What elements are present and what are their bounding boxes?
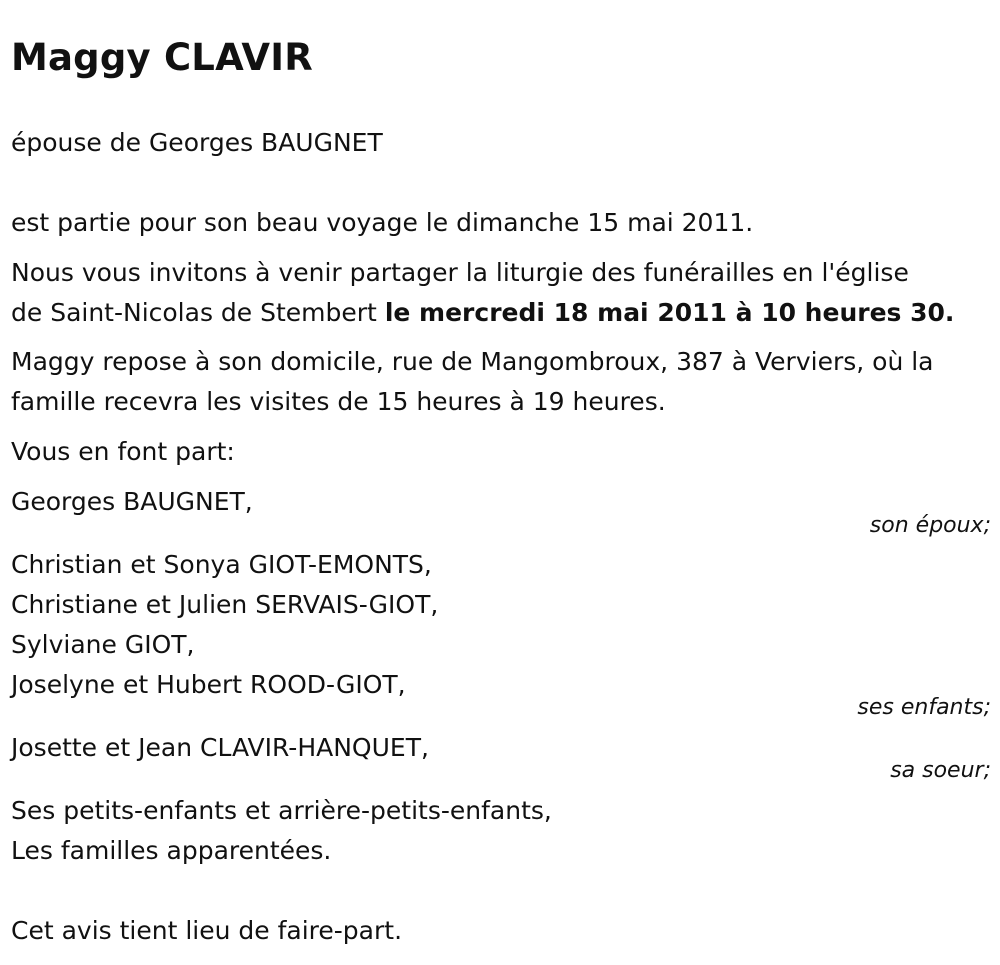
family-child: Sylviane GIOT, [11,630,195,659]
children-relation: ses enfants; [857,695,991,720]
family-spouse: Georges BAUGNET, [11,487,253,516]
invitation-line-2 [11,293,954,333]
deceased-name: Maggy CLAVIR [11,36,313,79]
family-child: Christian et Sonya GIOT-EMONTS, [11,550,432,579]
funeral-datetime: le mercredi 18 mai 2011 à 10 heures 30. [384,298,955,327]
announcers-intro: Vous en font part: [11,437,235,466]
passing-text: est partie pour son beau voyage le dimanche 15 mai 2011. [11,208,754,237]
closing-note: Cet avis tient lieu de faire-part. [11,916,403,945]
family-other: Les familles apparentées. [11,836,332,865]
family-sister: Josette et Jean CLAVIR-HANQUET, [11,733,429,762]
spouse-relation: son époux; [869,513,991,538]
spouse-line: épouse de Georges BAUGNET [11,128,383,157]
family-other: Ses petits-enfants et arrière-petits-enfants, [11,796,552,825]
invitation-line-1: Nous vous invitons à venir partager la liturgie des funérailles en l'église [11,258,909,287]
family-child: Joselyne et Hubert ROOD-GIOT, [11,670,406,699]
family-child: Christiane et Julien SERVAIS-GIOT, [11,590,439,619]
repose-line-2: famille recevra les visites de 15 heures à 19 heures. [11,387,666,416]
sister-relation: sa soeur; [890,758,991,783]
repose-line-1: Maggy repose à son domicile, rue de Mangombroux, 387 à Verviers, où la [11,347,934,376]
church-name: de Saint-Nicolas de Stembert [11,298,377,327]
